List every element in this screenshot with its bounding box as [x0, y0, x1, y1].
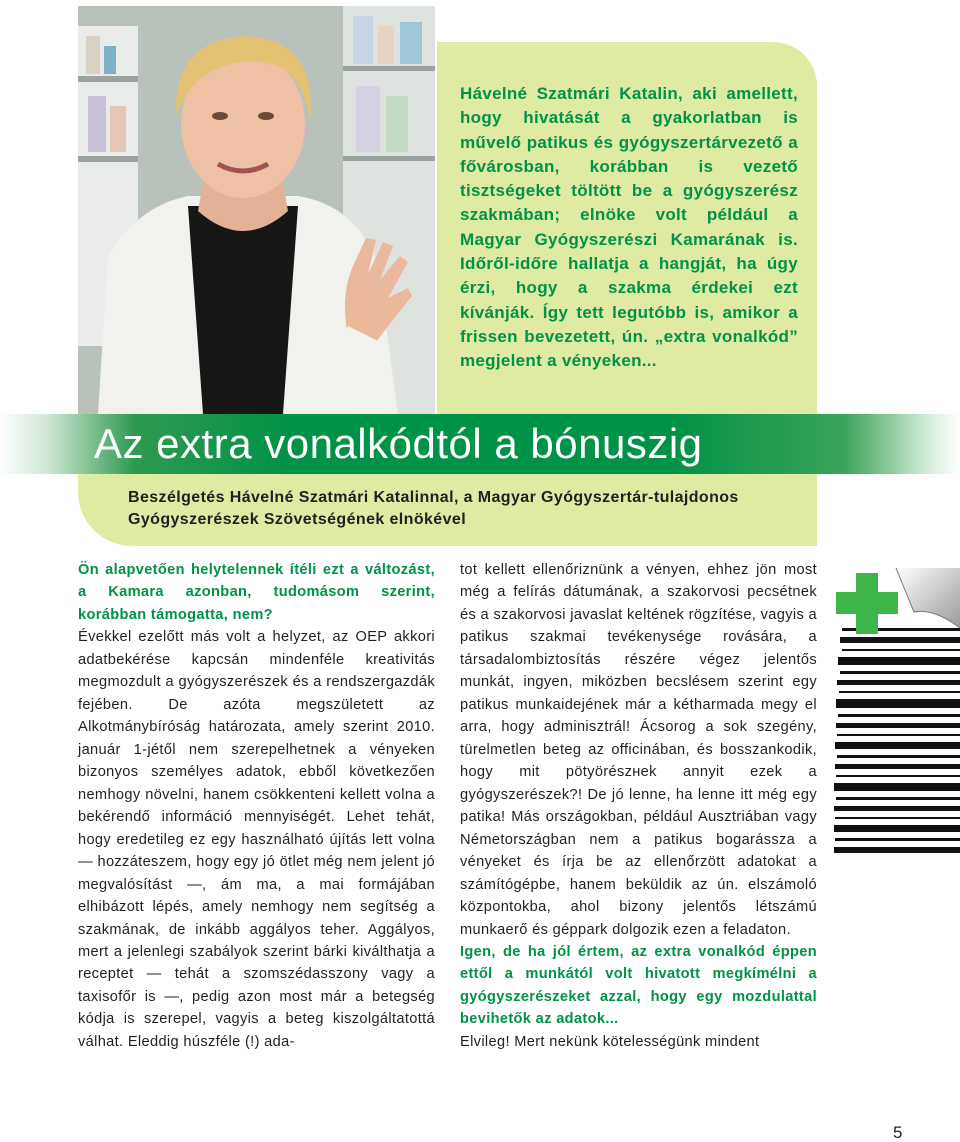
- article-subtitle: Beszélgetés Hávelné Szatmári Katalinnal, a Magyar Gyógyszertár-tulajdonos Gyógyszerészek Szövetségének elnökével: [128, 489, 739, 528]
- intro-text: Hávelné Szatmári Katalin, aki amellett, hogy hivatását a gyakorlatban is művelő patikus és gyógyszertárvezető a fővárosban, korábban is vezető tisztségeket töltött be a gyógyszerész szakmában; elnöke volt például a Magyar Gyógyszerészi Kamarának is. Időről-időre hallatja a hangját, ha úgy érzi, hogy a szakma érdekei ezt kívánják. Így tett legutóbb is, amikor a frissen bevezetett, ún. „extra vonalkód” megjelent a vényeken...: [460, 84, 798, 371]
- interview-answer: Évekkel ezelőtt más volt a helyzet, az OEP akkori adatbekérése kapcsán mindenféle kreativitás megmozdult a gyógyszerészek és a rendszergazdák fejében. De azóta megszületett az Alkotmánybíróság határozata, amely szerint 2010. január 1-jétől nem szerepelhetnek a vényeken bizonyos személyes adatok, ebből következően nemhogy növelni, hanem csökkenteni kellett volna a bekérendő információ mennyiségét. Lehet tehát, hogy eredetileg ez egy használható újítás lett volna — hozzáteszem, hogy egy jó ötlet még nem jelent jó megvalósítást —, ám ma, a mai formájában elhibázott lépés, amely nemhogy nem segítség a szakmának, de inkább aggályos teher. Aggályos, mert a jelenlegi szabályok szerint bárki kiválthatja a receptet — tehát a szomszédasszony vagy a taxisofőr is —, pedig azon most már a betegség kódja is szerepel, vagyis a beteg kiszolgáltatottá válhat. Eleddig húszféle (!) ada-: [78, 629, 435, 1050]
- interview-answer: Elvileg! Mert nekünk kötelességünk mindent: [460, 1033, 760, 1050]
- interview-answer: tot kellett ellenőriznünk a vényen, ehhez jön most még a felírás dátumának, a szakorvosi pecsétnek és a szakorvosi javaslat keltének rögzítése, vagyis a patikus szakmai tevékenysége rovására, a társadalombiztosítás részére végez jelentős munkát, ingyen, miközben becslésem szerint egy patikus munkaidejének már a kétharmada megy el arra, hogy adminisztrál! Ácsorog a sok szegény, türelmetlen beteg az officinában, és bosszankodik, hogy mit pötyörészнek annyit ezek a gyógyszerészek?! De jó lenne, ha lenne itt még egy patika! Más országokban, például Ausztriában vagy Németországban nem a patikus bogarássza a vényeket és írja be az ellenőrzött adatokat a számítógépbe, hanem beküldik az ún. elszámoló központokba, ahol bizony jelentős létszámú munkaerő és géppark dolgozik ezen a feladaton.: [460, 562, 817, 938]
- barcode-cross-graphic: [834, 568, 960, 860]
- interview-question: Igen, de ha jól értem, az extra vonalkód éppen ettől a munkától volt hivatott megkímélni a gyógyszerészeket azzal, hogy egy mozdulattal bevihetők az adatok...: [460, 943, 817, 1028]
- portrait-photo: [78, 6, 435, 414]
- right-column: [460, 559, 817, 1053]
- left-column: [78, 559, 435, 1053]
- interview-question: Ön alapvetően helytelennek ítéli ezt a változást, a Kamara azonban, tudomásom szerint, korábban támogatta, nem?: [78, 562, 435, 623]
- article-title: Az extra vonalkódtól a bónuszig: [94, 420, 703, 467]
- page-number: 5: [893, 1123, 903, 1142]
